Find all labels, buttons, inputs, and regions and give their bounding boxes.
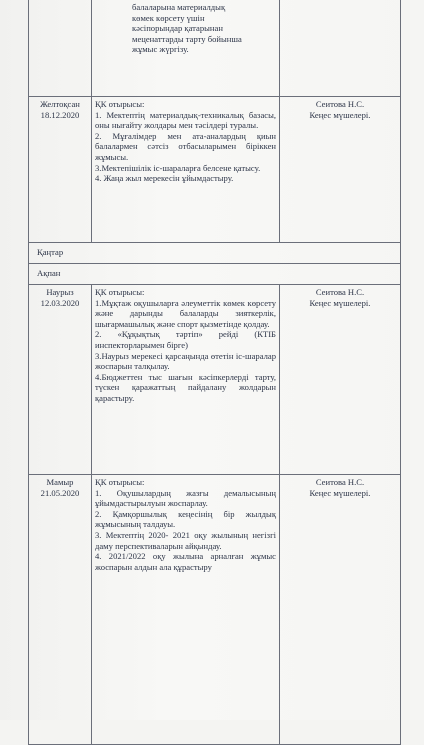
responsible-cell bbox=[280, 475, 401, 745]
table-row bbox=[29, 475, 401, 745]
table-row bbox=[29, 0, 401, 97]
content-item: 2. «Құқықтық тәртіп» рейді (КТІБ инспекторларымен бірге) bbox=[95, 329, 276, 350]
content-heading: ҚК отырысы: bbox=[95, 287, 145, 297]
content-item: меценаттарды тарту бойынша bbox=[132, 33, 242, 44]
content-cell bbox=[92, 97, 280, 243]
content-item: 2. Қамқоршылық кеңесінің бір жылдық жұмысының талдауы. bbox=[95, 508, 276, 530]
responsible-person: Сеитова Н.С. bbox=[315, 477, 365, 487]
date-cell bbox=[29, 285, 92, 475]
content-item: 1. Мектептің материалдық-техникалық базасы, оны нығайту жолдары мен тәсілдері туралы. bbox=[95, 109, 276, 131]
content-cell bbox=[92, 0, 280, 97]
responsible-person: Сеитова Н.С. bbox=[315, 99, 365, 109]
content-item: 3.Мектепішілік іс-шараларға белсене қатысу. bbox=[95, 162, 261, 173]
date-cell bbox=[29, 475, 92, 745]
table-row bbox=[29, 243, 401, 264]
plan-table bbox=[28, 0, 401, 745]
content-item: балаларына материалдық bbox=[132, 2, 226, 12]
date-cell bbox=[29, 0, 92, 97]
content-item: 4. Жаңа жыл мерекесін ұйымдастыру. bbox=[95, 173, 234, 184]
content-item: жұмыс жүргізу. bbox=[132, 44, 189, 55]
content-item: 3. Мектептің 2020- 2021 оқу жылының негізгі даму перспективаларын айқындау. bbox=[95, 529, 276, 551]
meeting-date: 12.03.2020 bbox=[40, 297, 80, 308]
content-item: 4. 2021/2022 оқу жылына арналған жұмыс жоспарын алдын ала құрастыру bbox=[95, 551, 276, 572]
content-heading: ҚК отырысы: bbox=[95, 477, 145, 487]
table-row bbox=[29, 97, 401, 243]
table-row bbox=[29, 264, 401, 285]
responsible-group: Кеңес мүшелері. bbox=[309, 487, 371, 498]
meeting-date: 21.05.2020 bbox=[40, 487, 80, 498]
content-cell bbox=[92, 285, 280, 475]
table-row bbox=[29, 285, 401, 475]
meeting-date: 18.12.2020 bbox=[40, 109, 80, 120]
content-item: 3.Наурыз мерекесі қарсаңында өтетін іс-шаралар жоспарын талқылау. bbox=[95, 350, 276, 372]
content-cell bbox=[92, 475, 280, 745]
month-name: Наурыз bbox=[46, 287, 74, 297]
content-heading: ҚК отырысы: bbox=[95, 99, 145, 109]
content-item: 2. Мұғалімдер мен ата-аналардың қиын балалармен сәтсіз отбасыларымен біріккен жұмысы. bbox=[95, 130, 276, 162]
responsible-group: Кеңес мүшелері. bbox=[309, 109, 371, 120]
responsible-cell bbox=[280, 97, 401, 243]
content-item: көмек көрсету үшін bbox=[132, 12, 205, 23]
month-row-label: Қаңтар bbox=[29, 243, 401, 264]
responsible-cell bbox=[280, 285, 401, 475]
content-item: 1. Оқушылардың жазғы демалысының ұйымдастырылуын жоспарлау. bbox=[95, 487, 276, 509]
responsible-cell bbox=[280, 0, 401, 97]
content-item: 1.Мұқтаж оқушыларға әлеуметтік көмек көрсету және дарынды балаларды зияткерлік, шығармашылық және спорт қызметінде қолдау. bbox=[95, 297, 276, 329]
month-name: Мамыр bbox=[46, 477, 74, 487]
month-name: Желтоқсан bbox=[40, 99, 80, 109]
date-cell bbox=[29, 97, 92, 243]
responsible-person: Сеитова Н.С. bbox=[315, 287, 365, 297]
responsible-group: Кеңес мүшелері. bbox=[309, 297, 371, 308]
month-row-label: Ақпан bbox=[29, 264, 401, 285]
content-item: 4.Бюджеттен тыс шағын кәсіпкерлерді тарту, түскен қаражаттың пайдалану жолдарын қарастыру. bbox=[95, 371, 276, 403]
content-item: кәсіпорындар қатарынан bbox=[132, 23, 223, 34]
